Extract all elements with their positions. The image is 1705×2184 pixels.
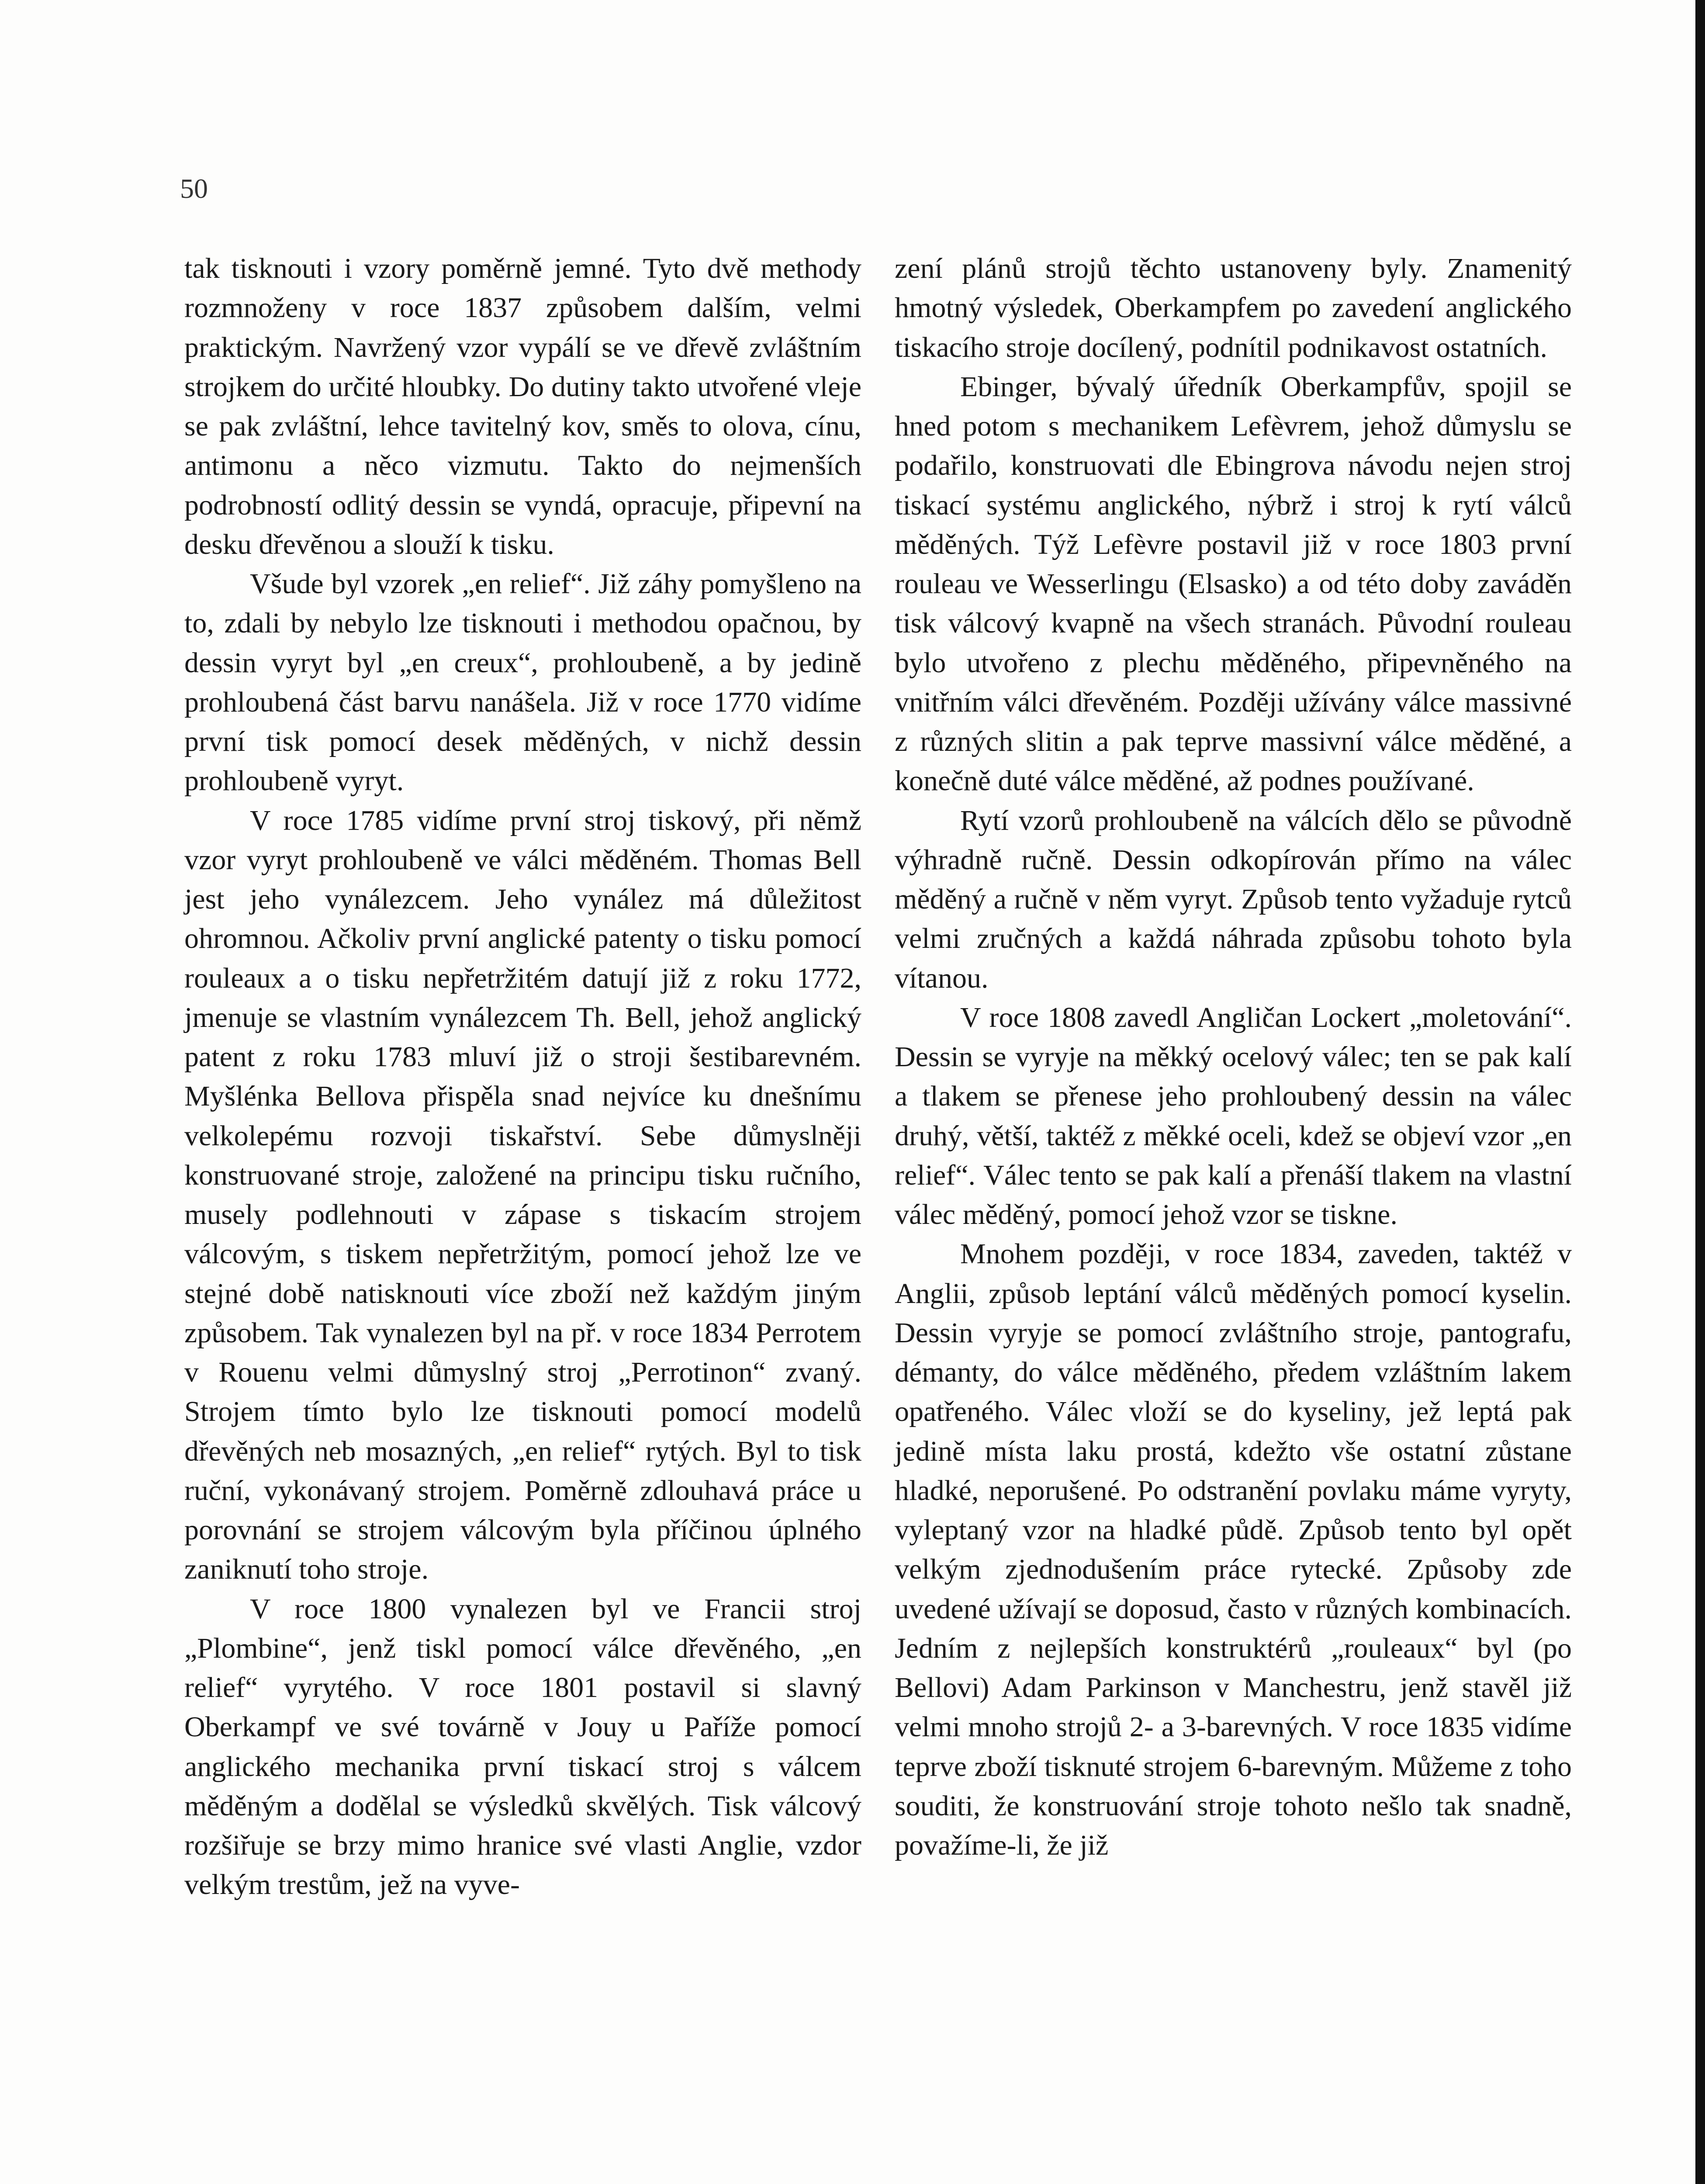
- paragraph: Mnohem později, v roce 1834, zaveden, taktéž v Anglii, způsob leptání válců měděných pomocí kyselin. Dessin vyryje se pomocí zvláštního stroje, pantografu, démanty, do válce měděného, předem vzláštním lakem opatřeného. Válec vloží se do kyseliny, jež leptá pak jedině místa laku prostá, kdežto vše ostatní zůstane hladké, neporušené. Po odstranění povlaku máme vyryty, vyleptaný vzor na hladké půdě. Způsob tento byl opět velkým zjednodušením práce rytecké. Způsoby zde uvedené užívají se doposud, často v různých kombinacích. Jedním z nejlepších konstruktérů „rouleaux“ byl (po Bellovi) Adam Parkinson v Manchestru, jenž stavěl již velmi mnoho strojů 2- a 3-barevných. V roce 1835 vidíme teprve zboží tisknuté strojem 6-barevným. Můžeme z toho souditi, že konstruování stroje tohoto nešlo tak snadně, považíme-li, že již: [895, 1238, 1572, 1861]
- paragraph: zení plánů strojů těchto ustanoveny byly. Znamenitý hmotný výsledek, Oberkampfem po zavedení anglického tiskacího stroje docílený, podnítil podnikavost ostatních.: [895, 252, 1572, 363]
- paragraph: V roce 1800 vynalezen byl ve Francii stroj „Plombine“, jenž tiskl pomocí válce dřevěného, „en relief“ vyrytého. V roce 1801 postavil si slavný Oberkampf ve své továrně v Jouy u Paříže pomocí anglického mechanika první tiskací stroj s válcem měděným a dodělal se výsledků skvělých. Tisk válcový rozšiřuje se brzy mimo hranice své vlasti Anglie, vzdor velkým trestům, jež na vyve-: [184, 1593, 861, 1901]
- paragraph: tak tisknouti i vzory poměrně jemné. Tyto dvě methody rozmnoženy v roce 1837 způsobem dalším, velmi praktickým. Navržený vzor vypálí se ve dřevě zvláštním strojkem do určité hloubky. Do dutiny takto utvořené vleje se pak zvláštní, lehce tavitelný kov, směs to olova, cínu, antimonu a něco vizmutu. Takto do nejmenších podrobností odlitý dessin se vyndá, opracuje, připevní na desku dřevěnou a slouží k tisku.: [184, 252, 861, 560]
- page-edge: [1695, 0, 1705, 2184]
- paragraph: V roce 1785 vidíme první stroj tiskový, při němž vzor vyryt prohloubeně ve válci měděném. Thomas Bell jest jeho vynálezcem. Jeho vynález má důležitost ohromnou. Ačkoliv první anglické patenty o tisku pomocí rouleaux a o tisku nepřetržitém datují již z roku 1772, jmenuje se vlastním vynálezcem Th. Bell, jehož anglický patent z roku 1783 mluví již o stroji šestibarevném. Myšlénka Bellova přispěla snad nejvíce ku dnešnímu velkolepému rozvoji tiskařství. Sebe důmyslněji konstruované stroje, založené na principu tisku ručního, musely podlehnouti v zápase s tiskacím strojem válcovým, s tiskem nepřetržitým, pomocí jehož lze ve stejné době natisknouti více zboží než každým jiným způsobem. Tak vynalezen byl na př. v roce 1834 Perrotem v Rouenu velmi důmyslný stroj „Perrotinon“ zvaný. Strojem tímto bylo lze tisknouti pomocí modelů dřevěných neb mosazných, „en relief“ rytých. Byl to tisk ruční, vykonávaný strojem. Poměrně zdlouhavá práce u porovnání se strojem válcovým byla příčinou úplného zaniknutí toho stroje.: [184, 804, 861, 1586]
- paragraph: V roce 1808 zavedl Angličan Lockert „moletování“. Dessin se vyryje na měkký ocelový válec; ten se pak kalí a tlakem se přenese jeho prohloubený dessin na válec druhý, větší, taktéž z měkké oceli, kdež se objeví vzor „en relief“. Válec tento se pak kalí a přenáší tlakem na vlastní válec měděný, pomocí jehož vzor se tiskne.: [895, 1001, 1572, 1230]
- paragraph: Rytí vzorů prohloubeně na válcích dělo se původně výhradně ručně. Dessin odkopírován přímo na válec měděný a ručně v něm vyryt. Způsob tento vyžaduje rytců velmi zručných a každá náhrada způsobu tohoto byla vítanou.: [895, 804, 1572, 994]
- paragraph: Všude byl vzorek „en relief“. Již záhy pomyšleno na to, zdali by nebylo lze tisknouti i methodou opačnou, by dessin vyryt byl „en creux“, prohloubeně, a by jedině prohloubená část barvu nanášela. Již v roce 1770 vidíme první tisk pomocí desek měděných, v nichž dessin prohloubeně vyryt.: [184, 568, 861, 797]
- text-column-right: [895, 249, 1572, 1865]
- paragraph: Ebinger, bývalý úředník Oberkampfův, spojil se hned potom s mechanikem Lefèvrem, jehož důmyslu se podařilo, konstruovati dle Ebingrova návodu nejen stroj tiskací systému anglického, nýbrž i stroj k rytí válců měděných. Týž Lefèvre postavil již v roce 1803 první rouleau ve Wesserlingu (Elsasko) a od této doby zaváděn tisk válcový kvapně na všech stranách. Původní rouleau bylo utvořeno z plechu měděného, připevněného na vnitřním válci dřevěném. Později užívány válce massivné z různých slitin a pak teprve massivní válce měděné, a konečně duté válce měděné, až podnes používané.: [895, 370, 1572, 797]
- text-column-left: [184, 249, 861, 1905]
- page-number: 50: [180, 173, 208, 204]
